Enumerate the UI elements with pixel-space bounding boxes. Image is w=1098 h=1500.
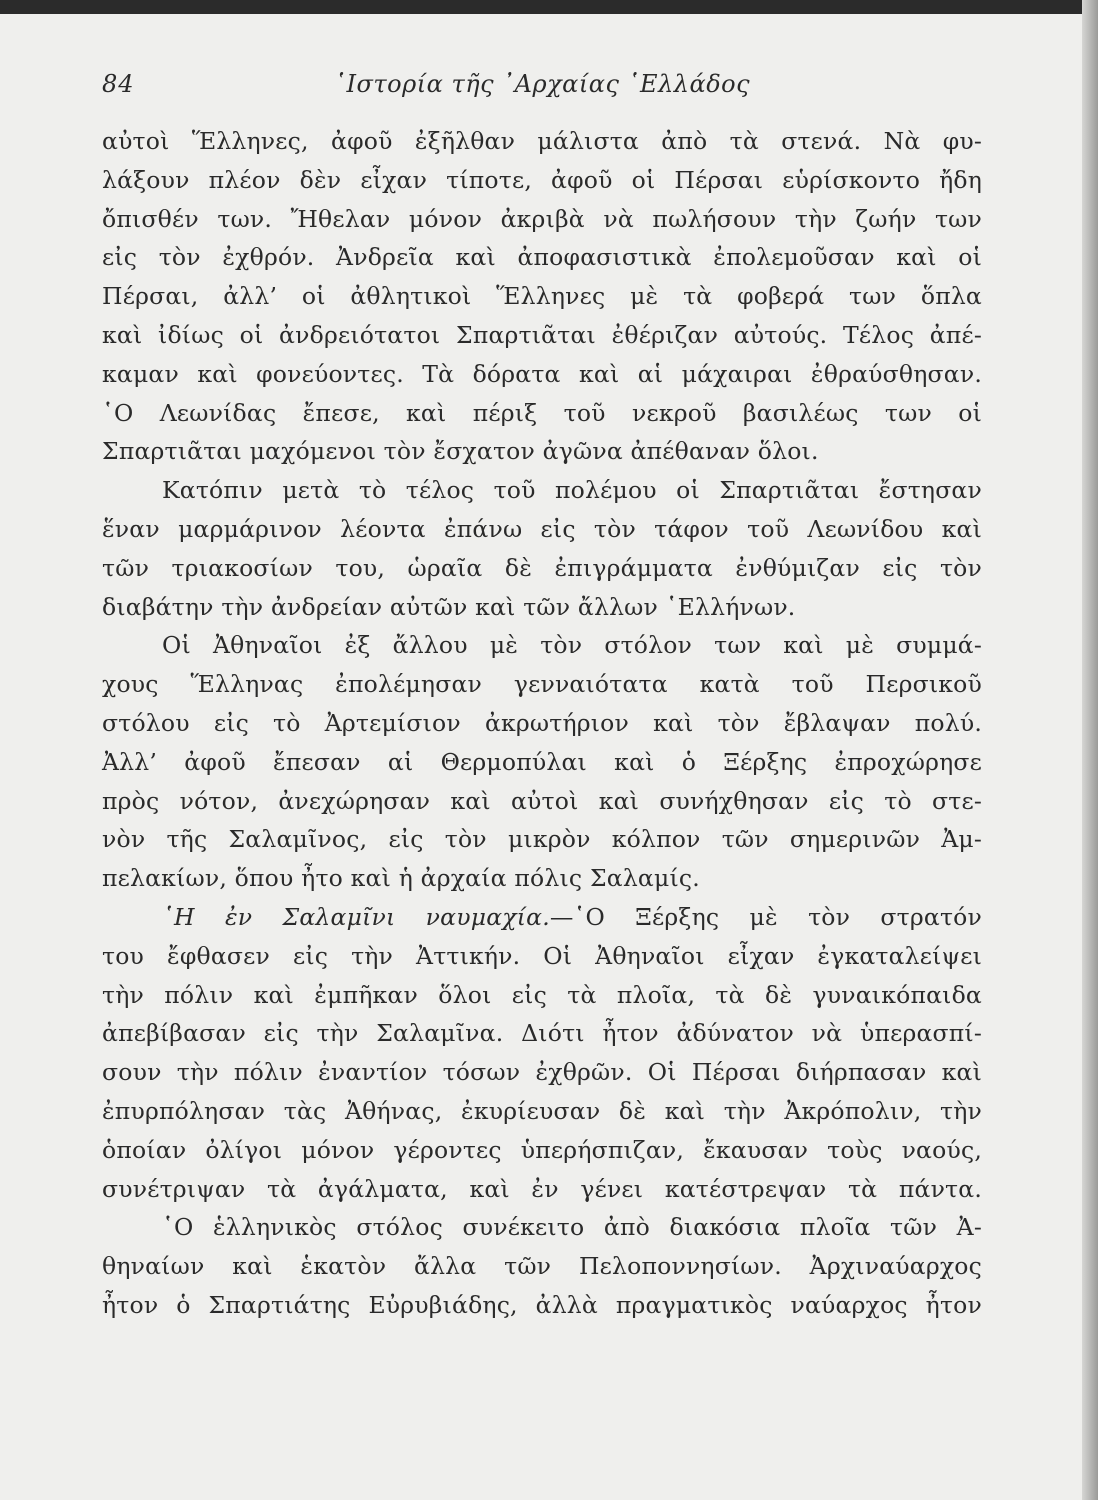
text-line: τὴν πόλιν καὶ ἐμπῆκαν ὅλοι εἰς τὰ πλοῖα, τὰ δὲ γυναικόπαιδα [102, 980, 982, 1009]
text-line: ῾Ο ἑλληνικὸς στόλος συνέκειτο ἀπὸ διακόσια πλοῖα τῶν Ἀ- [162, 1213, 982, 1242]
text-line: διαβάτην τὴν ἀνδρείαν αὐτῶν καὶ τῶν ἄλλων ῾Ελλήνων. [102, 592, 796, 621]
text-line: στόλου εἰς τὸ Ἀρτεμίσιον ἀκρωτήριον καὶ τὸν ἔβλαψαν πολύ. [102, 708, 982, 737]
text-line: θηναίων καὶ ἑκατὸν ἄλλα τῶν Πελοποννησίων. Ἀρχιναύαρχος [102, 1252, 982, 1281]
text-line: συνέτριψαν τὰ ἀγάλματα, καὶ ἐν γένει κατέστρεψαν τὰ πάντα. [102, 1174, 982, 1203]
text-line: πρὸς νότον, ἀνεχώρησαν καὶ αὐτοὶ καὶ συνήχθησαν εἰς τὸ στε- [102, 786, 982, 815]
text-line: Πέρσαι, ἀλλ’ οἱ ἀθλητικοὶ Ἕλληνες μὲ τὰ φοβερά των ὅπλα [102, 282, 982, 311]
text-line: Κατόπιν μετὰ τὸ τέλος τοῦ πολέμου οἱ Σπαρτιᾶται ἔστησαν [162, 476, 982, 505]
text-line: εἰς τὸν ἐχθρόν. Ἀνδρεῖα καὶ ἀποφασιστικὰ ἐπολεμοῦσαν καὶ οἱ [102, 243, 982, 272]
text-line: ῾Ο Λεωνίδας ἔπεσε, καὶ πέριξ τοῦ νεκροῦ βασιλέως των οἱ [102, 398, 982, 427]
text-line: χους Ἕλληνας ἐπολέμησαν γενναιότατα κατὰ τοῦ Περσικοῦ [102, 670, 982, 699]
text-line: του ἔφθασεν εἰς τὴν Ἀττικήν. Οἱ Ἀθηναῖοι εἶχαν ἐγκαταλείψει [102, 941, 982, 970]
text-line: τῶν τριακοσίων του, ὡραῖα δὲ ἐπιγράμματα ἐνθύμιζαν εἰς τὸν [102, 553, 982, 582]
section-heading: ῾Η ἐν Σαλαμῖνι ναυμαχία. [162, 902, 550, 931]
text-line: πελακίων, ὅπου ἦτο καὶ ἡ ἀρχαία πόλις Σαλαμίς. [102, 864, 700, 893]
text-line: νὸν τῆς Σαλαμῖνος, εἰς τὸν μικρὸν κόλπον τῶν σημερινῶν Ἀμ- [102, 825, 982, 854]
text-line: ἐπυρπόλησαν τὰς Ἀθήνας, ἐκυρίευσαν δὲ καὶ τὴν Ἀκρόπολιν, τὴν [102, 1096, 982, 1125]
text-line: ἦτον ὁ Σπαρτιάτης Εὐρυβιάδης, ἀλλὰ πραγματικὸς ναύαρχος ἦτον [102, 1290, 982, 1319]
text-line: καμαν καὶ φονεύοντες. Τὰ δόρατα καὶ αἱ μάχαιραι ἐθραύσθησαν. [102, 359, 982, 388]
text-line: Οἱ Ἀθηναῖοι ἐξ ἄλλου μὲ τὸν στόλον των καὶ μὲ συμμά- [162, 631, 982, 660]
text-line [102, 898, 982, 937]
text-line: Σπαρτιᾶται μαχόμενοι τὸν ἔσχατον ἀγῶνα ἀπέθαναν ὅλοι. [102, 437, 819, 466]
body-text [102, 122, 982, 1325]
scan-right-edge [1082, 0, 1098, 1500]
line-text: —῾Ο Ξέρξης μὲ τὸν στρατόν [549, 902, 982, 931]
scan-top-edge [0, 0, 1098, 14]
text-line: ὄπισθέν των. Ἤθελαν μόνον ἀκριβὰ νὰ πωλήσουν τὴν ζωήν των [102, 204, 982, 233]
page-number: 84 [102, 70, 135, 98]
book-page [0, 14, 1080, 1500]
text-line: Ἀλλ’ ἀφοῦ ἔπεσαν αἱ Θερμοπύλαι καὶ ὁ Ξέρξης ἐπροχώρησε [102, 747, 982, 776]
running-head [102, 70, 982, 110]
text-line: ὁποίαν ὀλίγοι μόνον γέροντες ὑπερήσπιζαν, ἔκαυσαν τοὺς ναούς, [102, 1135, 982, 1164]
running-title: ῾Ιστορία τῆς ᾿Αρχαίας ῾Ελλάδος [334, 70, 751, 98]
text-line: καὶ ἰδίως οἱ ἀνδρειότατοι Σπαρτιᾶται ἐθέριζαν αὐτούς. Τέλος ἀπέ- [102, 320, 982, 349]
text-line: λάξουν πλέον δὲν εἶχαν τίποτε, ἀφοῦ οἱ Πέρσαι εὑρίσκοντο ἤδη [102, 165, 982, 194]
text-line: σουν τὴν πόλιν ἐναντίον τόσων ἐχθρῶν. Οἱ Πέρσαι διήρπασαν καὶ [102, 1058, 982, 1087]
text-line: αὐτοὶ Ἕλληνες, ἀφοῦ ἐξῆλθαν μάλιστα ἀπὸ τὰ στενά. Νὰ φυ- [102, 127, 982, 155]
text-line: ἕναν μαρμάρινον λέοντα ἐπάνω εἰς τὸν τάφον τοῦ Λεωνίδου καὶ [102, 514, 982, 543]
text-line: ἀπεβίβασαν εἰς τὴν Σαλαμῖνα. Διότι ἦτον ἀδύνατον νὰ ὑπερασπί- [102, 1019, 982, 1048]
